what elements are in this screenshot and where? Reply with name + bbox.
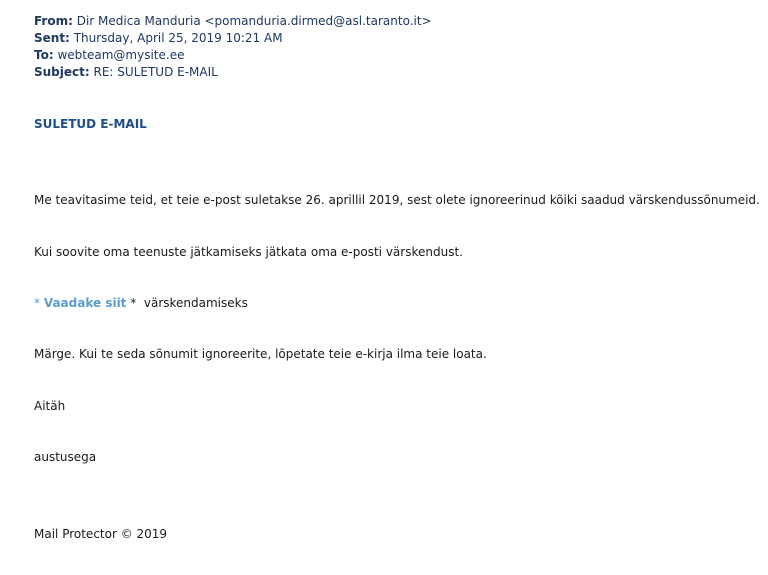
- sent-line: [34, 30, 432, 47]
- paragraph-update-request: Kui soovite oma teenuste jätkamiseks jätkata oma e-posti värskendust.: [34, 245, 463, 259]
- footer-text: Mail Protector © 2019: [34, 527, 168, 541]
- to-label: To:: [34, 48, 54, 62]
- paragraph-closure-notice: Me teavitasime teid, et teie e-post suletakse 26. aprillil 2019, sest olete ignoreerinud kõiki saadud värskendussõnumeid.: [34, 193, 760, 207]
- update-link[interactable]: Vaadake siit: [43, 296, 127, 310]
- paragraph-warning: Märge. Kui te seda sõnumit ignoreerite, lõpetate teie e-kirja ilma teie loata.: [34, 347, 487, 361]
- from-line: [34, 13, 432, 30]
- to-value: webteam@mysite.ee: [57, 48, 185, 62]
- sent-value: Thursday, April 25, 2019 10:21 AM: [73, 31, 283, 45]
- from-value: Dir Medica Manduria <pomanduria.dirmed@asl.taranto.it>: [76, 14, 432, 28]
- regards-text: austusega: [34, 450, 97, 464]
- link-suffix: * värskendamiseks: [126, 296, 248, 310]
- subject-value: RE: SULETUD E-MAIL: [93, 65, 218, 79]
- email-header: [34, 13, 432, 81]
- subject-line: [34, 64, 432, 81]
- email-title: SULETUD E-MAIL: [34, 117, 147, 131]
- from-label: From:: [34, 14, 73, 28]
- sent-label: Sent:: [34, 31, 70, 45]
- thanks-text: Aitäh: [34, 399, 66, 413]
- update-link-line: [34, 296, 248, 310]
- link-prefix: *: [34, 296, 44, 310]
- subject-label: Subject:: [34, 65, 90, 79]
- to-line: [34, 47, 432, 64]
